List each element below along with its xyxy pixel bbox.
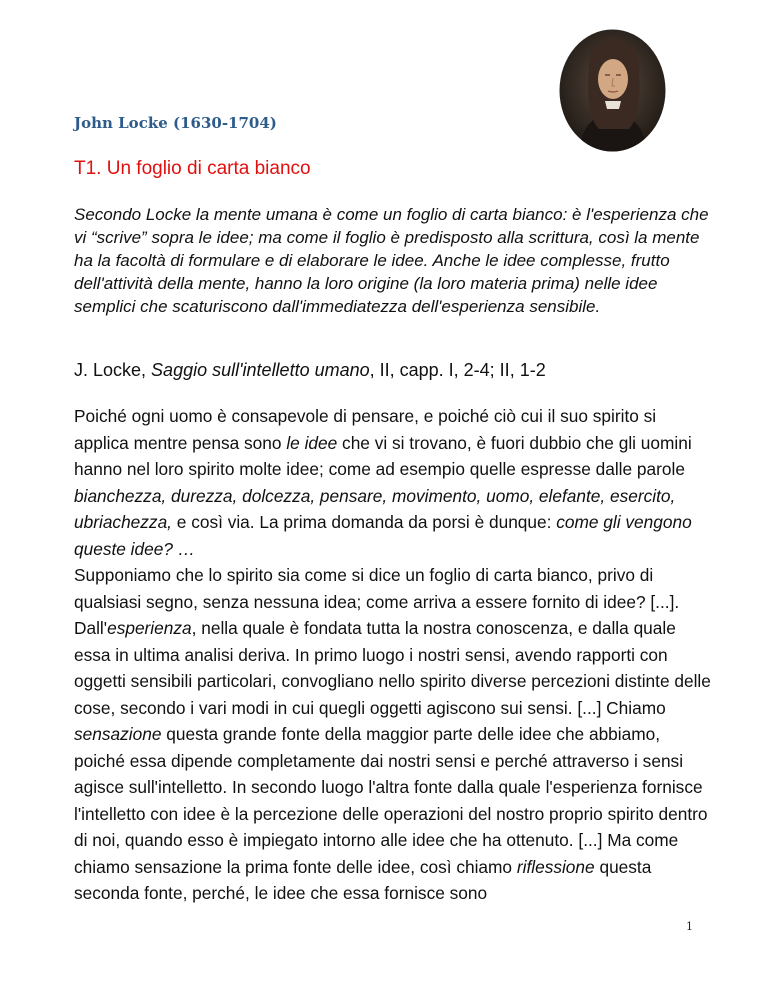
text-title: T1. Un foglio di carta bianco (74, 158, 311, 179)
p1-text-e: e così via. La prima domanda da porsi è dunque: (171, 512, 557, 532)
p2-italic-b: esperienza (107, 618, 192, 638)
source-suffix: , II, capp. I, 2-4; II, 1-2 (369, 360, 546, 380)
portrait-icon (559, 29, 666, 152)
intro-paragraph: Secondo Locke la mente umana è come un foglio di carta bianco: è l'esperienza che vi “scrive” sopra le idee; ma come il foglio è predisposto alla scrittura, così la mente ha la facoltà di formulare e di elaborare le idee. Anche le idee complesse, frutto dell'attività della mente, hanno la loro origine (la loro materia prima) nelle idee semplici che scaturiscono dall'immediatezza dell'esperienza sensibile. (74, 205, 709, 316)
p1-text-a: Poiché ogni uomo è consapevole di pensare, e poiché ciò cui il suo spirito si applica mentre pensa sono (74, 406, 657, 453)
source-work-title: Saggio sull'intelletto umano (151, 360, 370, 380)
body-text (74, 403, 714, 907)
p2-text-c: , nella quale è fondata tutta la nostra conoscenza, e dalla quale essa in ultima analisi deriva. In primo luogo i nostri sensi, avendo rapporti con oggetti sensibili particolari, convogliano nello spirito diverse percezioni distinte delle cose, secondo i vari modi in cui quegli oggetti agiscono sui sensi. [...] Chiamo (74, 618, 711, 718)
p2-text-a: Supponiamo che lo spirito sia come si dice un foglio di carta bianco, privo di qualsiasi segno, senza nessuna idea; come arriva a essere fornito di idee? [...]. Dall' (74, 565, 680, 638)
page-number: 1 (686, 920, 693, 933)
p1-italic-b: le idee (286, 432, 338, 453)
p2-text-e: questa grande fonte della maggior parte delle idee che abbiamo, poiché essa dipende completamente dai nostri sensi e perché attraverso i sensi agisce sull'intelletto. In secondo luogo l'altra fonte dalla quale l'esperienza fornisce l'intelletto con idee è la percezione delle operazioni del nostro proprio spirito dentro di noi, quando esso è impiegato intorno alle idee che ha ottenuto. [...] Ma come chiamo sensazione la prima fonte delle idee, così chiamo (74, 724, 708, 877)
p2-italic-d: sensazione (74, 724, 162, 744)
p1-text-c: che vi si trovano, è fuori dubbio che gli uomini hanno nel loro spirito molte idee; come ad esempio quelle espresse dalle parole (74, 432, 692, 479)
source-citation (74, 359, 714, 382)
source-prefix: J. Locke, (74, 360, 152, 380)
paragraph-2 (74, 562, 714, 907)
author-heading: John Locke (1630-1704) (74, 114, 277, 132)
p1-italic-f: come gli vengono queste idee? … (74, 512, 692, 559)
paragraph-1 (74, 403, 714, 562)
p2-italic-f: riflessione (516, 856, 595, 877)
p1-italic-d: bianchezza, durezza, dolcezza, pensare, movimento, uomo, elefante, esercito, ubriachezza, (74, 485, 676, 532)
p2-text-g: questa seconda fonte, perché, le idee che essa fornisce sono (74, 856, 652, 903)
